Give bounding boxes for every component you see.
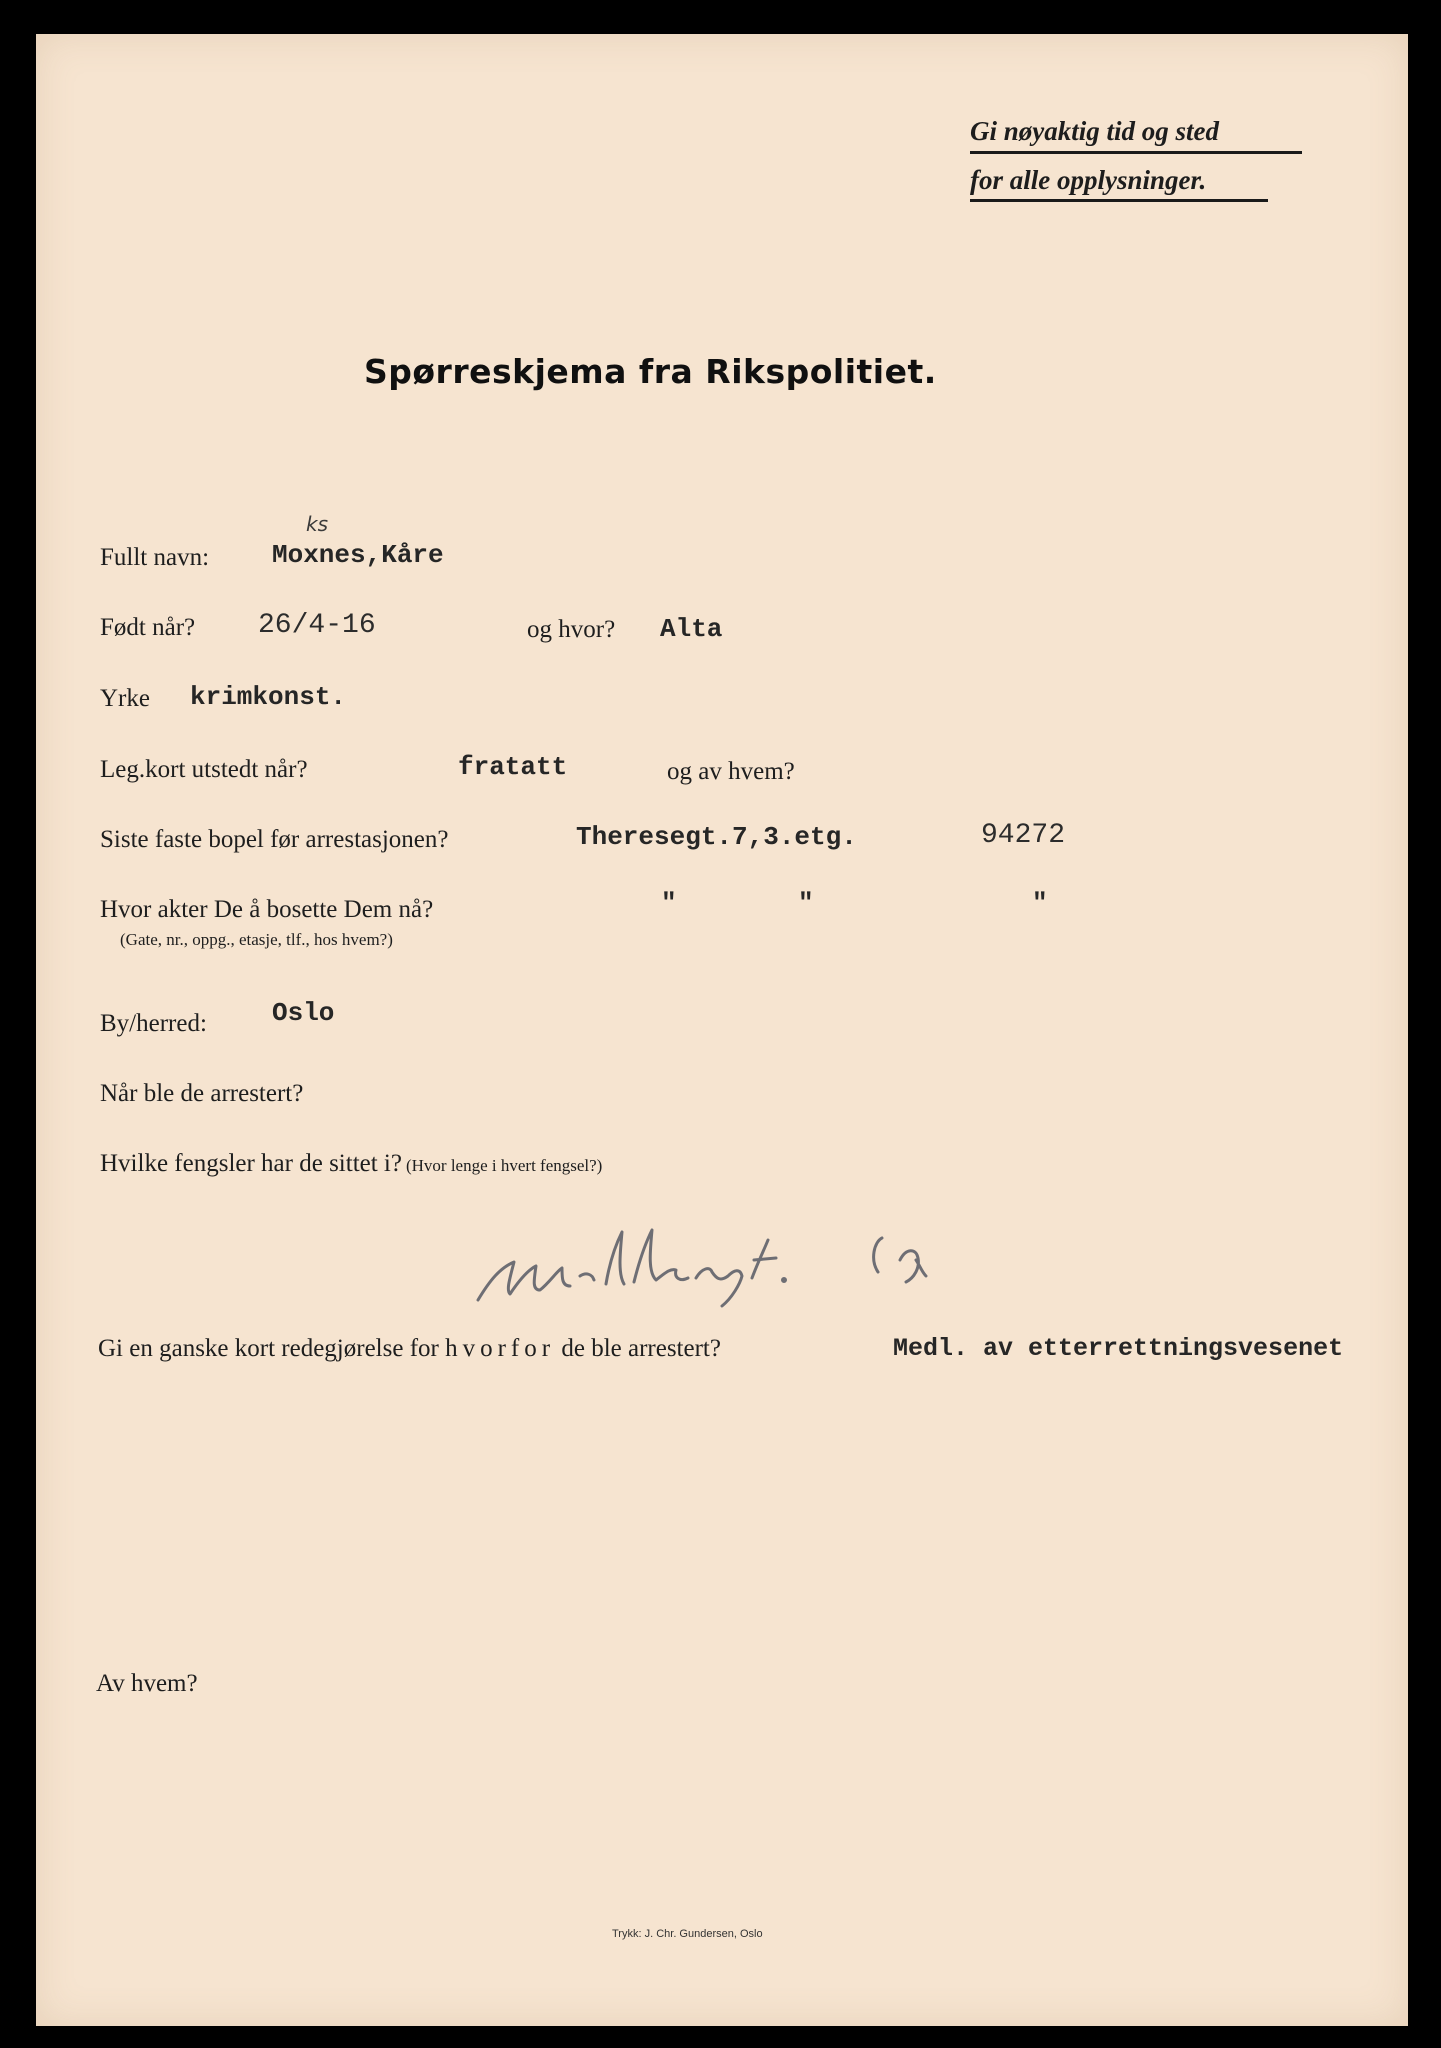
notice-underline-2 <box>970 199 1268 202</box>
value-phone: 94272 <box>981 820 1066 851</box>
label-prisons-hint: (Hvor lenge i hvert fengsel?) <box>405 1156 603 1175</box>
value-reason: Medl. av etterrettningsvesenet <box>893 1334 1344 1363</box>
label-reason-part-2: de ble arrestert? <box>555 1335 721 1362</box>
label-reason-part-1: Gi en ganske kort redegjørelse for <box>98 1335 446 1362</box>
value-last-residence: Theresegt.7,3.etg. <box>576 822 857 852</box>
label-by-whom: Av hvem? <box>96 1670 198 1697</box>
label-reason-spaced: hvorfor <box>445 1335 556 1362</box>
ditto-mark-2: " <box>798 888 814 918</box>
label-full-name: Fullt navn: <box>100 544 210 571</box>
value-occupation: krimkonst. <box>190 682 347 712</box>
notice-underline-1 <box>970 151 1302 154</box>
label-reason-row <box>98 1335 721 1363</box>
label-born-when: Født når? <box>100 614 196 641</box>
label-settle: Hvor akter De å bosette Dem nå? <box>100 896 434 923</box>
handwritten-annotation: ks <box>306 512 329 536</box>
value-born-where: Alta <box>660 614 723 644</box>
label-born-where: og hvor? <box>527 616 616 643</box>
label-id-card: Leg.kort utstedt når? <box>100 756 308 783</box>
notice-line-1: Gi nøyaktig tid og sted <box>970 116 1219 146</box>
label-last-residence: Siste faste bopel før arrestasjonen? <box>100 826 449 853</box>
value-full-name: Moxnes,Kåre <box>272 540 444 570</box>
document-page <box>36 34 1408 2026</box>
label-settle-hint: (Gate, nr., oppg., etasje, tlf., hos hvem?) <box>120 930 393 949</box>
notice-line-2: for alle opplysninger. <box>970 165 1207 195</box>
label-city: By/herred: <box>100 1010 207 1037</box>
label-id-card-by: og av hvem? <box>667 758 795 785</box>
form-title: Spørreskjema fra Rikspolitiet. <box>364 352 937 391</box>
ditto-mark-3: " <box>1032 888 1048 918</box>
value-born-when: 26/4-16 <box>258 610 376 641</box>
handwritten-pencil-answer <box>470 1220 990 1310</box>
label-arrested-when: Når ble de arrestert? <box>100 1080 304 1107</box>
ditto-mark-1: " <box>661 888 677 918</box>
value-id-card: fratatt <box>458 752 568 782</box>
label-prisons: Hvilke fengsler har de sittet i? <box>100 1150 402 1177</box>
printer-imprint: Trykk: J. Chr. Gundersen, Oslo <box>612 1928 763 1940</box>
label-occupation: Yrke <box>100 685 150 712</box>
value-city: Oslo <box>272 998 335 1028</box>
label-prisons-row <box>100 1150 602 1178</box>
